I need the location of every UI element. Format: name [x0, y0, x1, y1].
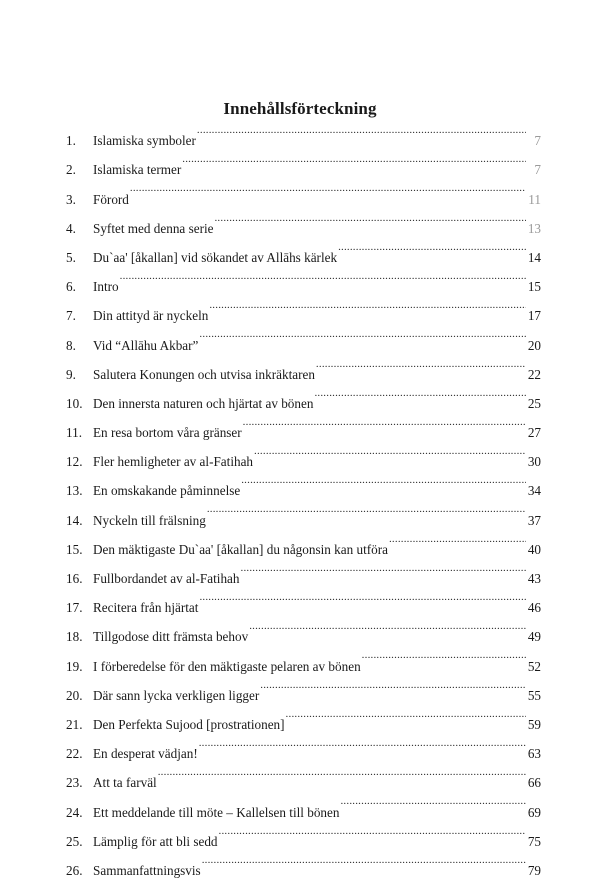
toc-entry-number: 21. — [66, 716, 83, 732]
toc-entry-title: Fler hemligheter av al-Fatihah — [93, 454, 254, 470]
toc-entry-page-number: 7 — [534, 162, 541, 178]
toc-entry-page-number: 15 — [527, 279, 541, 295]
toc-entry-number: 2. — [66, 162, 76, 178]
dot-leader — [209, 291, 526, 320]
toc-entry-title: Den mäktigaste Du`aa' [åkallan] du någonsin kan utföra — [93, 541, 388, 557]
toc-entry-page-number: 22 — [527, 366, 541, 382]
dot-leader — [316, 350, 526, 379]
toc-entry-page-number: 46 — [527, 600, 541, 616]
toc-entry-number: 18. — [66, 629, 83, 645]
toc-entry-number: 14. — [66, 512, 83, 528]
toc-entry-page-number: 14 — [527, 249, 541, 265]
dot-leader — [202, 846, 526, 875]
toc-entry-title: Den Perfekta Sujood [prostrationen] — [93, 716, 285, 732]
toc-entry-title: Tillgodose ditt främsta behov — [93, 629, 249, 645]
dot-leader — [199, 320, 526, 349]
dot-leader — [314, 379, 526, 408]
toc-entry-title: I förberedelse för den mäktigaste pelaren av bönen — [93, 658, 361, 674]
toc-entry-title: Du`aa' [åkallan] vid sökandet av Allāhs kärlek — [93, 249, 338, 265]
dot-leader — [207, 495, 526, 524]
toc-entry-page-number: 49 — [527, 629, 541, 645]
dot-leader — [241, 554, 527, 583]
toc-entry-page-number: 75 — [527, 833, 541, 849]
toc-entry-number: 17. — [66, 600, 83, 616]
toc-entry-title: Salutera Konungen och utvisa inkräktaren — [93, 366, 315, 382]
toc-entry-title: Nyckeln till frälsning — [93, 512, 206, 528]
toc-entry-title: Recitera från hjärtat — [93, 600, 199, 616]
toc-entry-page-number: 20 — [527, 337, 541, 353]
toc-entry-page-number: 69 — [527, 804, 541, 820]
toc-entry-title: En resa bortom våra gränser — [93, 425, 242, 441]
toc-entry-title: Vid “Allāhu Akbar” — [93, 337, 199, 353]
toc-entry-number: 3. — [66, 191, 76, 207]
toc-entry-title: Fullbordandet av al-Fatihah — [93, 571, 240, 586]
toc-entry-title: Den innersta naturen och hjärtat av bönen — [93, 395, 314, 411]
toc-entry-number: 16. — [66, 571, 83, 586]
toc-entry — [66, 262, 541, 295]
toc-entry-page-number: 63 — [527, 746, 541, 762]
toc-entry-page-number: 11 — [528, 191, 541, 207]
toc-entry-title: Intro — [93, 279, 119, 295]
toc-entry-page-number: 52 — [527, 658, 541, 674]
dot-leader — [362, 641, 526, 670]
toc-entry-title: Sammanfattningsvis — [93, 862, 201, 878]
dot-leader — [286, 700, 526, 729]
toc-entry-page-number: 30 — [527, 454, 541, 470]
toc-entry-page-number: 37 — [527, 512, 541, 528]
toc-entry-number: 13. — [66, 483, 83, 499]
toc-entry-title: Att ta farväl — [93, 775, 157, 791]
toc-entry-number: 15. — [66, 541, 83, 557]
toc-entry-page-number: 43 — [527, 571, 541, 586]
toc-entry-title: Syftet med denna serie — [93, 220, 214, 236]
dot-leader — [243, 408, 526, 437]
toc-entry-page-number: 34 — [527, 483, 541, 499]
toc-entry-number: 8. — [66, 337, 76, 353]
toc-entry-title: Islamiska termer — [93, 162, 182, 178]
toc-entry-number: 9. — [66, 366, 76, 382]
toc-entry — [66, 174, 541, 207]
toc-entry-title: Lämplig för att bli sedd — [93, 833, 218, 849]
dot-leader — [197, 116, 526, 145]
page-title: Innehållsförteckning — [223, 99, 377, 118]
dot-leader — [214, 204, 526, 233]
dot-leader — [254, 437, 526, 466]
toc-entry-title: Islamiska symboler — [93, 133, 196, 149]
toc-entry-number: 4. — [66, 220, 76, 236]
toc-entry-title: En desperat vädjan! — [93, 746, 198, 762]
dot-leader — [338, 233, 526, 262]
dot-leader — [130, 174, 526, 203]
toc-entry-number: 10. — [66, 395, 83, 411]
toc-entry — [66, 291, 541, 324]
toc-entry-number: 11. — [66, 425, 82, 441]
toc-entry-title: Ett meddelande till möte – Kallelsen till bönen — [93, 804, 340, 820]
toc-entry-number: 19. — [66, 658, 83, 674]
dot-leader — [158, 758, 526, 787]
toc-entry-number: 22. — [66, 746, 83, 762]
toc-entry-page-number: 7 — [534, 133, 541, 149]
toc-entry-title: Din attityd är nyckeln — [93, 308, 209, 324]
dot-leader — [199, 729, 526, 758]
table-of-contents — [66, 116, 541, 878]
dot-leader — [182, 145, 526, 174]
toc-entry-page-number: 17 — [527, 308, 541, 324]
toc-entry-page-number: 79 — [527, 862, 541, 878]
toc-entry — [66, 116, 541, 149]
toc-entry-number: 6. — [66, 279, 76, 295]
dot-leader — [249, 612, 526, 641]
toc-entry-page-number: 25 — [527, 395, 541, 411]
toc-entry-number: 20. — [66, 687, 83, 703]
dot-leader — [120, 262, 526, 291]
dot-leader — [199, 583, 526, 612]
toc-entry-number: 1. — [66, 133, 76, 149]
dot-leader — [219, 817, 526, 846]
toc-entry-page-number: 59 — [527, 716, 541, 732]
toc-entry — [66, 204, 541, 236]
toc-entry-number: 23. — [66, 775, 83, 791]
toc-entry-number: 12. — [66, 454, 83, 470]
toc-entry-title: Förord — [93, 191, 129, 207]
toc-entry-title: Där sann lycka verkligen ligger — [93, 687, 260, 703]
dot-leader — [241, 466, 526, 495]
toc-entry-page-number: 40 — [527, 541, 541, 557]
toc-entry-page-number: 13 — [527, 220, 541, 236]
toc-entry-number: 5. — [66, 249, 76, 265]
dot-leader — [260, 671, 526, 700]
dot-leader — [389, 525, 526, 554]
toc-entry-page-number: 66 — [527, 775, 541, 791]
toc-entry-number: 24. — [66, 804, 83, 820]
toc-entry-page-number: 55 — [527, 687, 541, 703]
dot-leader — [340, 787, 526, 816]
toc-entry-number: 26. — [66, 862, 83, 878]
toc-entry-page-number: 27 — [527, 425, 541, 441]
toc-entry-title: En omskakande påminnelse — [93, 483, 241, 499]
toc-entry-number: 25. — [66, 833, 83, 849]
toc-entry-number: 7. — [66, 308, 76, 324]
